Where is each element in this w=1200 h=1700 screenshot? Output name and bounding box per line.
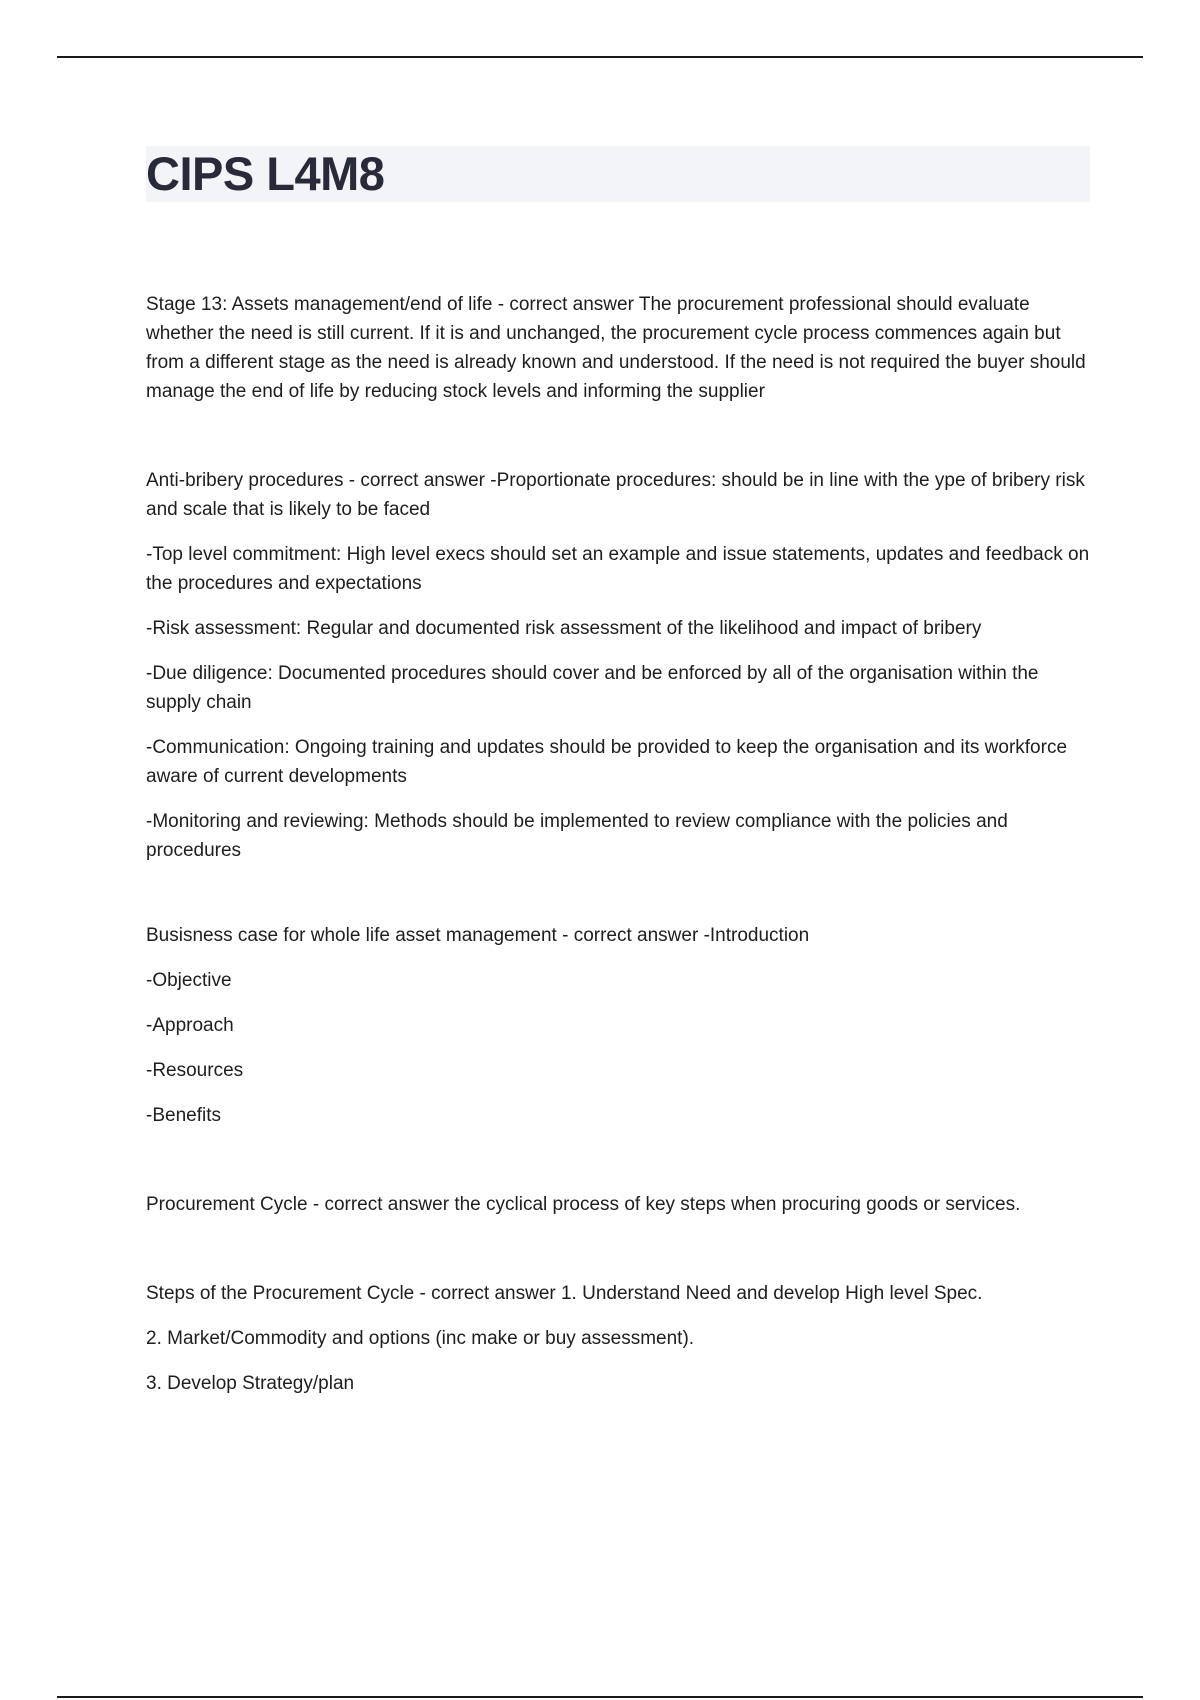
entry-paragraph: Anti-bribery procedures - correct answer -Proportionate procedures: should be in line with the ype of bribery risk and scale that is likely to be faced bbox=[146, 470, 1085, 520]
entry-paragraph: Stage 13: Assets management/end of life - correct answer The procurement professional should evaluate whether the need is still current. If it is and unchanged, the procurement cycle process commences again but from a different stage as the need is already known and understood. If the need is not required the buyer should manage the end of life by reducing stock levels and informing the supplier bbox=[146, 294, 1086, 402]
bottom-rule bbox=[57, 1696, 1143, 1698]
document-title: CIPS L4M8 bbox=[146, 147, 385, 200]
entry-paragraph: 3. Develop Strategy/plan bbox=[146, 1373, 355, 1394]
entry-paragraph: -Benefits bbox=[146, 1105, 221, 1126]
entry-procurement-cycle bbox=[146, 1190, 1096, 1219]
entry-paragraph: -Communication: Ongoing training and updates should be provided to keep the organisation and its workforce aware of current developments bbox=[146, 737, 1068, 787]
entry-paragraph: -Due diligence: Documented procedures should cover and be enforced by all of the organisation within the supply chain bbox=[146, 663, 1039, 713]
entry-paragraph: -Monitoring and reviewing: Methods should be implemented to review compliance with the policies and procedures bbox=[146, 811, 1008, 861]
entry-paragraph: -Approach bbox=[146, 1015, 234, 1036]
entry-paragraph: -Top level commitment: High level execs should set an example and issue statements, updates and feedback on the procedures and expectations bbox=[146, 544, 1090, 594]
entry-procurement-steps bbox=[146, 1279, 1096, 1398]
top-rule bbox=[57, 56, 1143, 58]
entry-paragraph: -Objective bbox=[146, 970, 232, 991]
entry-paragraph: Busisness case for whole life asset management - correct answer -Introduction bbox=[146, 925, 810, 946]
entry-paragraph: -Resources bbox=[146, 1060, 244, 1081]
document-body bbox=[146, 290, 1096, 1442]
entry-assets-management bbox=[146, 290, 1096, 406]
entry-paragraph: -Risk assessment: Regular and documented risk assessment of the likelihood and impact of bribery bbox=[146, 618, 982, 639]
entry-paragraph: Steps of the Procurement Cycle - correct answer 1. Understand Need and develop High level Spec. bbox=[146, 1283, 983, 1304]
entry-business-case bbox=[146, 921, 1096, 1130]
entry-anti-bribery bbox=[146, 466, 1096, 865]
entry-paragraph: 2. Market/Commodity and options (inc make or buy assessment). bbox=[146, 1328, 695, 1349]
entry-paragraph: Procurement Cycle - correct answer the cyclical process of key steps when procuring goods or services. bbox=[146, 1194, 1021, 1215]
